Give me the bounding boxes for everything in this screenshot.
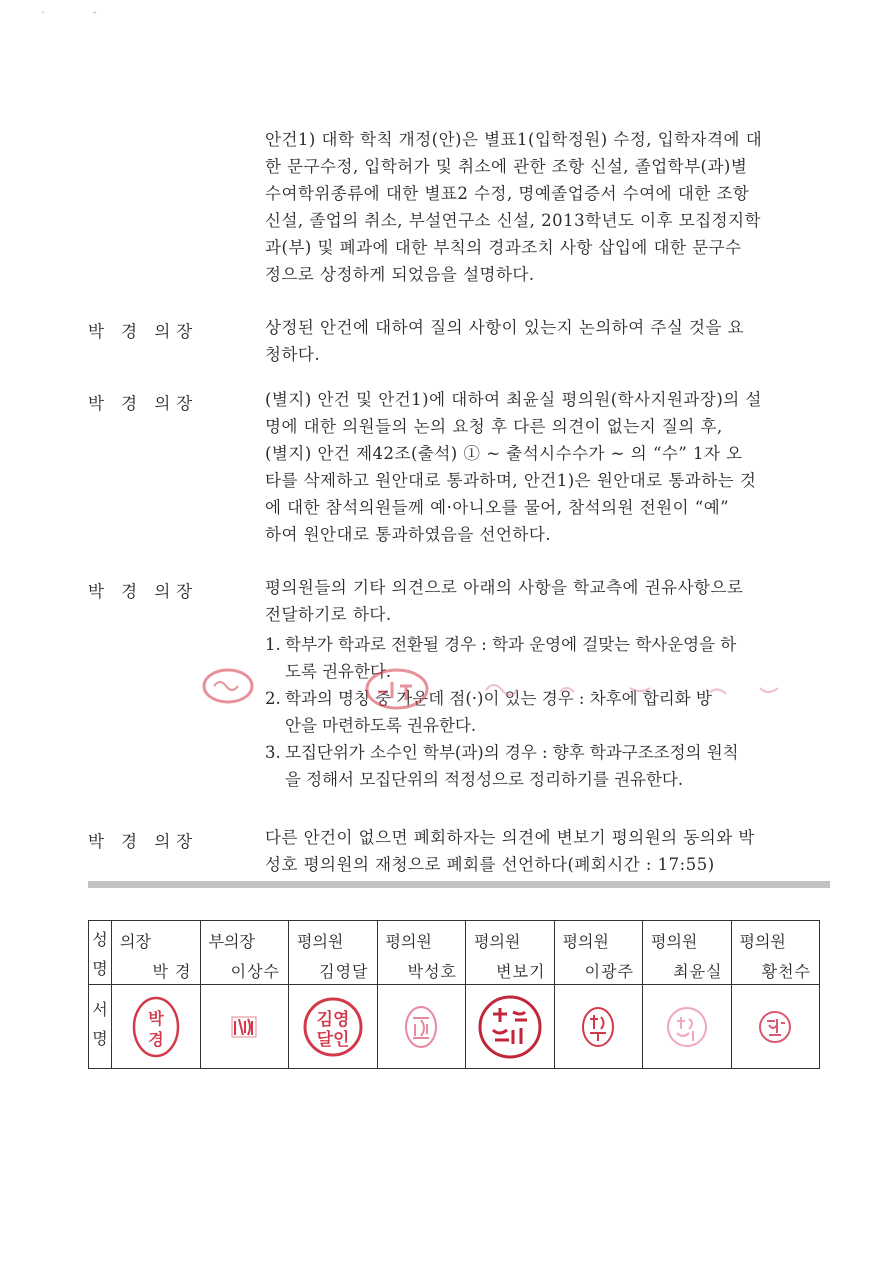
member-cell: [643, 921, 732, 985]
signature-row: [89, 985, 820, 1069]
text-line: (별지) 안건 제42조(출석) ① ~ 출석시수수가 ~ 의 “수” 1자 오: [265, 444, 743, 463]
text-line: 다른 안건이 없으면 폐회하자는 의견에 변보기 평의원의 동의와 박: [265, 828, 755, 847]
seal-stamp: [226, 1009, 262, 1045]
signature-cell: [200, 985, 289, 1069]
seal-text: 김영: [316, 1009, 350, 1030]
member-cell: [554, 921, 643, 985]
member-cell: [377, 921, 466, 985]
signature-cell: [731, 985, 820, 1069]
signature-cell: [643, 985, 732, 1069]
list-item: [265, 739, 830, 793]
member-name: 박 경: [152, 962, 192, 981]
member-role: 평의원: [474, 932, 521, 951]
text-line: 상정된 안건에 대하여 질의 사항이 있는지 논의하여 주실 것을 요: [265, 318, 745, 337]
member-role: 평의원: [385, 932, 432, 951]
member-cell: [731, 921, 820, 985]
bleed-through-seal-mark: [362, 668, 432, 710]
text-line: 타를 삭제하고 원안대로 통과하며, 안건1)은 원안대로 통과하는 것: [265, 471, 757, 490]
recommendation-list: [265, 631, 830, 793]
seal-stamp: [302, 996, 364, 1058]
text-line: 평의원들의 기타 의견으로 아래의 사항을 학교측에 권유사항으로: [265, 578, 744, 597]
member-name: 이광주: [584, 962, 634, 981]
member-role: 부의장: [208, 932, 255, 951]
text-line: 전달하기로 하다.: [265, 605, 392, 624]
speaker-label: 박 경 의장: [88, 322, 199, 341]
seal-text: 경: [148, 1029, 164, 1049]
speaker-label: 박 경 의장: [88, 832, 199, 851]
list-item: [265, 631, 830, 685]
seal-stamp: [401, 1002, 441, 1052]
signature-cell: [554, 985, 643, 1069]
speaker-label: 박 경 의장: [88, 394, 199, 413]
speaker-label: 박 경 의장: [88, 582, 199, 601]
section-divider: [88, 881, 830, 888]
intro-paragraph: [265, 126, 835, 288]
bleed-through-seal-mark: [480, 678, 800, 704]
member-role: 평의원: [739, 932, 786, 951]
member-name: 박성호: [407, 962, 457, 981]
seal-stamp: [578, 1003, 618, 1051]
member-name: 최윤실: [673, 962, 723, 981]
list-number: 3.: [265, 743, 281, 762]
text-line: 신설, 졸업의 취소, 부설연구소 신설, 2013학년도 이후 모집정지학: [265, 211, 761, 230]
member-name: 황천수: [761, 962, 811, 981]
signature-table: [88, 920, 820, 1069]
member-name: 변보기: [496, 962, 546, 981]
member-role: 의장: [120, 932, 151, 951]
entry-text: [265, 386, 835, 548]
text-line: 한 문구수정, 입학허가 및 취소에 관한 조항 신설, 졸업학부(과)별: [265, 157, 748, 176]
text-line: 학과의 명칭 중 가운데 점(·)이 있는 경우 : 차후에 합리화 방: [285, 689, 712, 708]
seal-text: 박: [148, 1008, 164, 1028]
signature-cell: [289, 985, 378, 1069]
entry-text: [265, 824, 835, 878]
text-line: 과(부) 및 폐과에 대한 부칙의 경과조치 사항 삽입에 대한 문구수: [265, 238, 742, 257]
member-cell: [466, 921, 555, 985]
text-line: 성호 평의원의 재청으로 폐회를 선언하다(폐회시간 : 17:55): [265, 855, 715, 874]
member-role: 평의원: [651, 932, 698, 951]
row-label-char: 명: [92, 1029, 108, 1048]
member-role: 평의원: [297, 932, 344, 951]
entry-text: [265, 574, 835, 628]
text-line: (별지) 안건 및 안건1)에 대하여 최윤실 평의원(학사지원과장)의 설: [265, 390, 762, 409]
seal-text: 달인: [316, 1029, 350, 1050]
name-row: [89, 921, 820, 985]
row-label-signature: [89, 985, 112, 1069]
scan-mark: ˝: [92, 12, 97, 23]
text-line: 안을 마련하도록 권유한다.: [285, 716, 477, 735]
bleed-through-seal-mark: [200, 666, 260, 706]
text-line: 정으로 상정하게 되었음을 설명하다.: [265, 265, 535, 284]
list-number: 2.: [265, 689, 281, 708]
member-name: 이상수: [230, 962, 280, 981]
text-line: 명에 대한 의원들의 논의 요청 후 다른 의견이 없는지 질의 후,: [265, 417, 723, 436]
seal-stamp: [755, 1007, 795, 1047]
signature-cell: [112, 985, 201, 1069]
row-label-name: [89, 921, 112, 985]
text-line: 도록 권유한다.: [285, 662, 392, 681]
row-label-char: 서: [92, 1000, 108, 1019]
row-label-char: 명: [92, 959, 108, 978]
text-line: 청하다.: [265, 345, 321, 364]
text-line: 수여학위종류에 대한 별표2 수정, 명예졸업증서 수여에 대한 조항: [265, 184, 750, 203]
member-cell: [289, 921, 378, 985]
seal-stamp: [663, 1003, 711, 1051]
signature-cell: [377, 985, 466, 1069]
text-line: 에 대한 참석의원들께 예·아니오를 물어, 참석의원 전원이 “예”: [265, 498, 730, 517]
member-name: 김영달: [319, 962, 369, 981]
text-line: 하여 원안대로 통과하였음을 선언하다.: [265, 525, 552, 544]
row-label-char: 성: [92, 930, 108, 949]
seal-stamp: [477, 994, 543, 1060]
member-cell: [112, 921, 201, 985]
member-cell: [200, 921, 289, 985]
scan-mark: ˊ: [40, 12, 45, 23]
text-line: 모집단위가 소수인 학부(과)의 경우 : 향후 학과구조조정의 원칙: [285, 743, 739, 762]
member-role: 평의원: [562, 932, 609, 951]
entry-text: [265, 314, 835, 368]
text-line: 안건1) 대학 학칙 개정(안)은 별표1(입학정원) 수정, 입학자격에 대: [265, 130, 763, 149]
text-line: 학부가 학과로 전환될 경우 : 학과 운영에 걸맞는 학사운영을 하: [285, 635, 737, 654]
seal-stamp-chairman: [131, 995, 181, 1059]
list-number: 1.: [265, 635, 281, 654]
text-line: 을 정해서 모집단위의 적정성으로 정리하기를 권유한다.: [285, 770, 684, 789]
signature-cell: [466, 985, 555, 1069]
